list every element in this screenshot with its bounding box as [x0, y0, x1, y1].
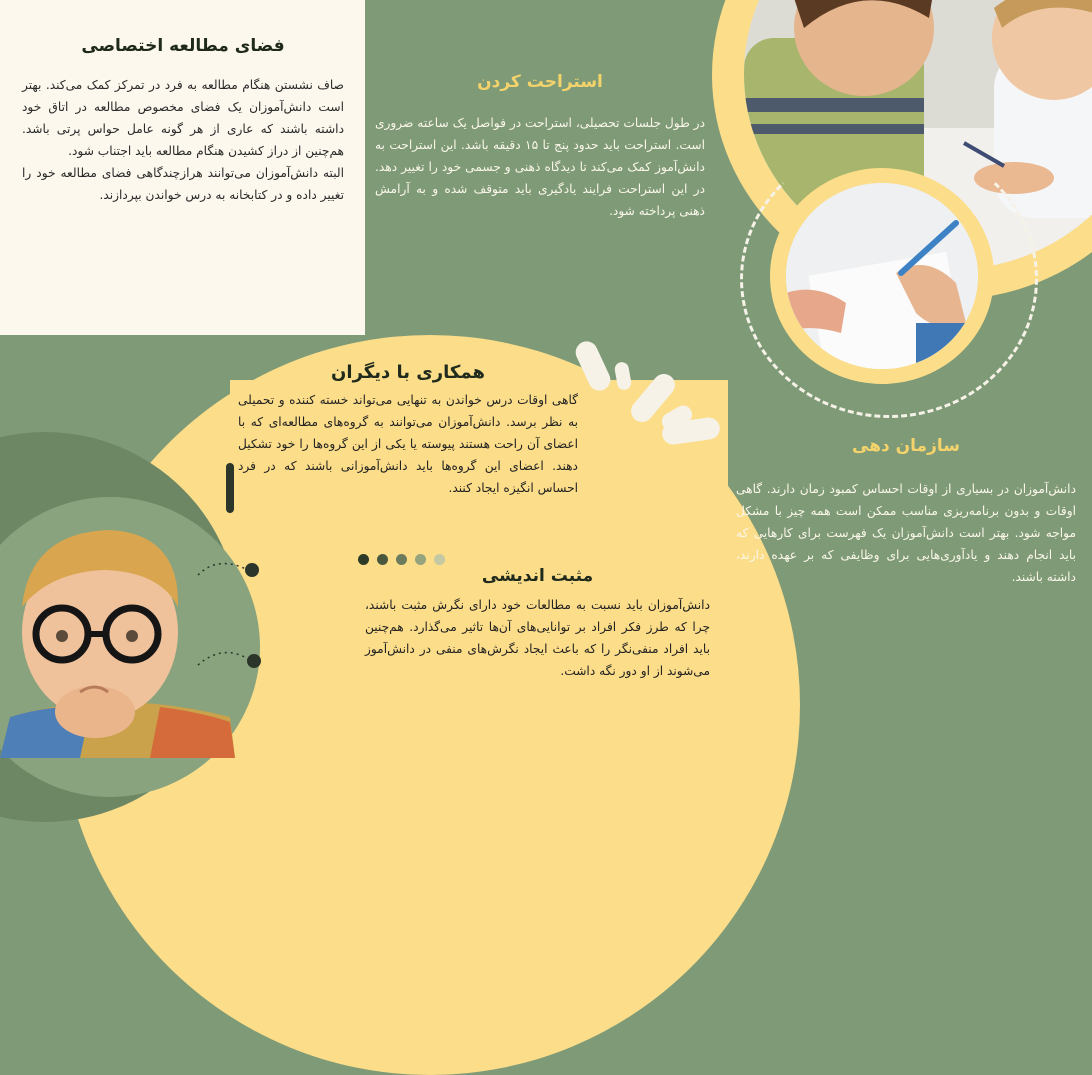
- dot-4: [415, 554, 426, 565]
- petal-decoration: [570, 332, 740, 452]
- positive-body: دانش‌آموزان باید نسبت به مطالعات خود دارای نگرش مثبت باشند، چرا که طرز فکر افراد بر توانایی‌های آن‌ها تاثیر می‌گذارد. هم‌چنین باید افراد منفی‌نگر را که باعث ایجاد نگرش‌های منفی در دانش‌آموز می‌شوند از او دور نگه داشت.: [365, 598, 710, 678]
- rest-title: استراحت کردن: [477, 72, 603, 92]
- rest-body: در طول جلسات تحصیلی، استراحت در فواصل یک ساعته ضروری است. استراحت باید حدود پنج تا ۱۵ دقیقه باشد. این استراحت به دانش‌آموز کمک می‌کند تا دیدگاه ذهنی و جسمی خود را تغییر دهد. در این استراحت فرایند یادگیری باید متوقف شده و به آرامش ذهنی پرداخته شود.: [375, 116, 705, 218]
- dot-1: [358, 554, 369, 565]
- study-space-body-2: البته دانش‌آموزان می‌توانند هرازچندگاهی فضای مطالعه خود را تغییر داده و در کتابخانه به درس خواندن بپردازند.: [22, 166, 344, 202]
- study-space-title: فضای مطالعه اختصاصی: [81, 36, 285, 56]
- cooperation-body: گاهی اوقات درس خواندن به تنهایی می‌تواند خسته کننده و تحمیلی به نظر برسد. دانش‌آموزان می‌توانند به گروه‌های مطالعه‌ای که با اعضای آن راحت هستند پیوسته یا یکی از این گروه‌ها را خود تشکیل دهند. اعضای این گروه‌ها باید دانش‌آموزانی باشند که در فرد احساس انگیزه ایجاد کنند.: [238, 393, 578, 495]
- vertical-bar-decoration: [226, 463, 234, 513]
- dashed-arc-decoration: [740, 140, 1038, 418]
- dot-3: [396, 554, 407, 565]
- dot-5: [434, 554, 445, 565]
- dot-2: [377, 554, 388, 565]
- section-rest: [375, 72, 705, 222]
- organizing-body: دانش‌آموزان در بسیاری از اوقات احساس کمبود زمان دارند. گاهی اوقات و بدون برنامه‌ریزی مناسب ممکن است همه چیز با مشکل مواجه شود. بهتر است دانش‌آموزان یک فهرست برای کارهایی که باید انجام دهند و یادآوری‌هایی برای وظایفی که بر عهده دارند، داشته باشند.: [736, 482, 1076, 584]
- positive-title: مثبت اندیشی: [481, 566, 594, 586]
- section-study-space: [22, 36, 344, 206]
- section-cooperation: [238, 362, 578, 499]
- cooperation-title: همکاری با دیگران: [331, 362, 485, 383]
- study-space-body: صاف نشستن هنگام مطالعه به فرد در تمرکز کمک می‌کند. بهتر است دانش‌آموزان یک فضای مخصوص مطالعه در اتاق خود داشته باشند که عاری از هر گونه عامل حواس پرتی باشد. هم‌چنین از دراز کشیدن هنگام مطالعه باید اجتناب شود.: [22, 78, 344, 158]
- boy-with-glasses-illustration: [0, 512, 240, 758]
- section-positive: [365, 566, 710, 682]
- section-organizing: [736, 436, 1076, 588]
- organizing-title: سازمان دهی: [852, 436, 960, 456]
